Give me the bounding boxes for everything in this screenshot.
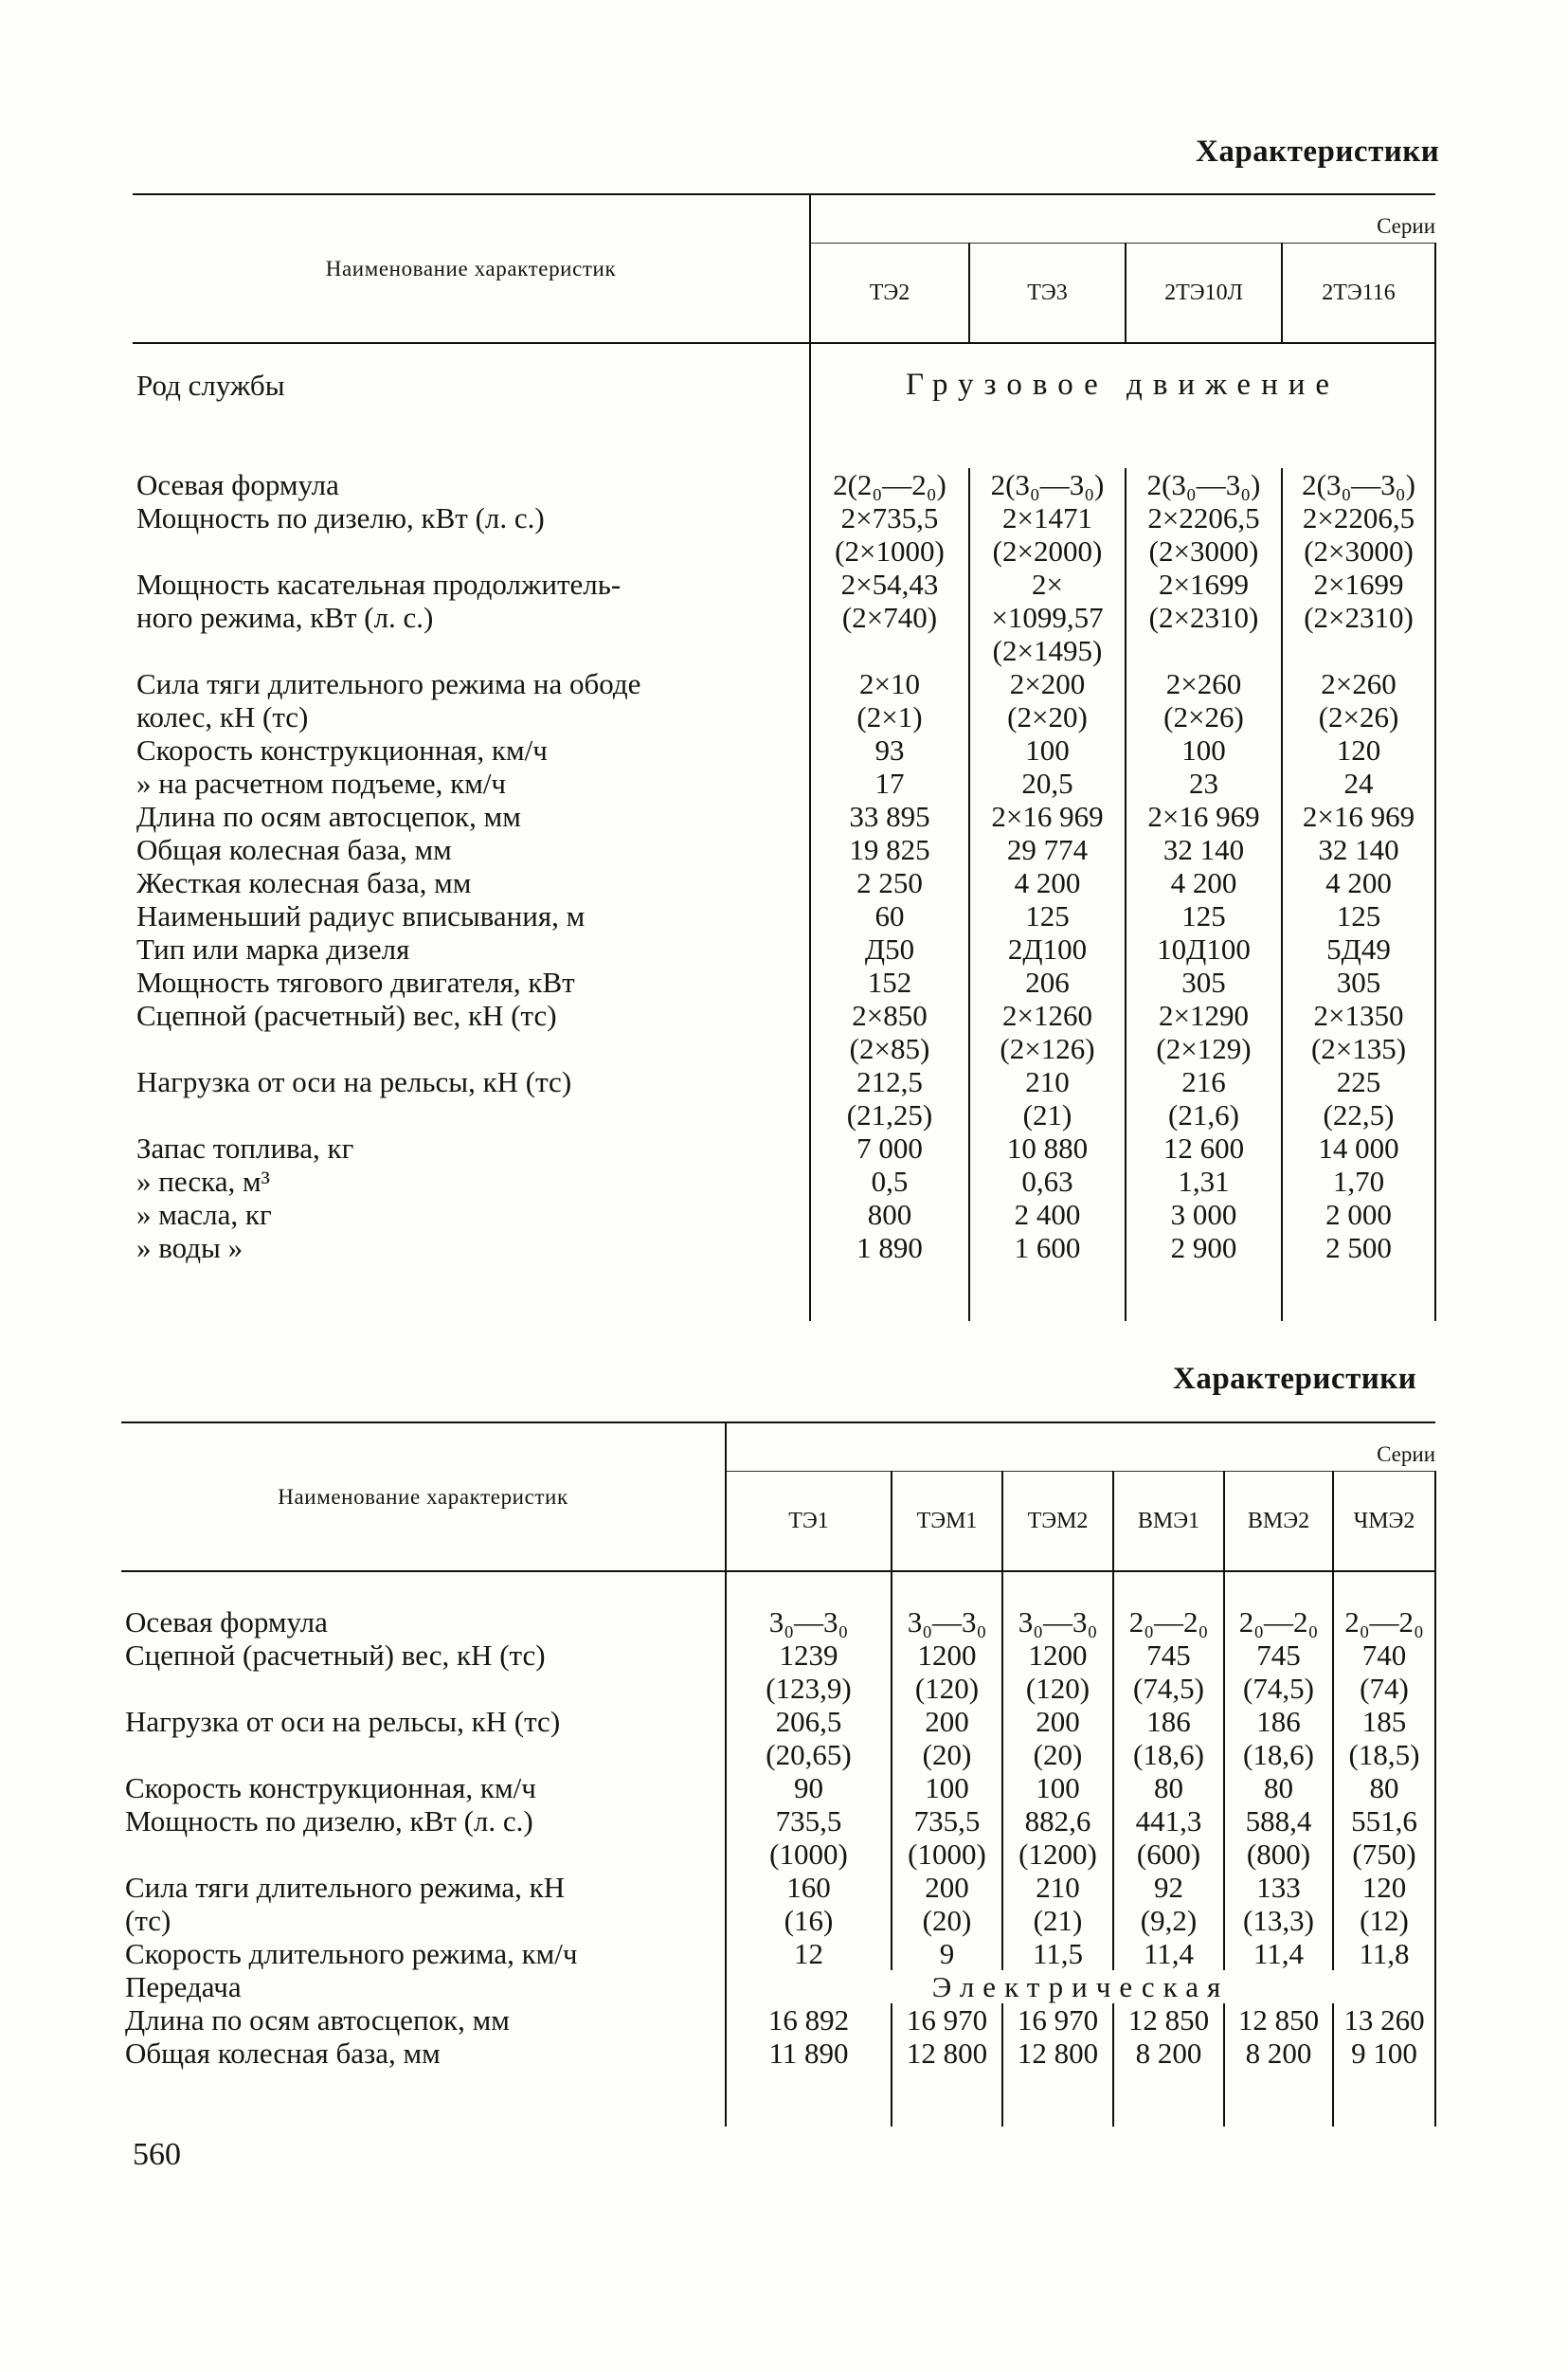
table-row (133, 866, 1435, 899)
transmission-value: Электрическая (726, 1970, 1435, 2003)
table-cell: 60 (810, 899, 969, 933)
table-cell: 305 (1126, 966, 1282, 999)
name-column-header: Наименование характеристик (121, 1422, 726, 1571)
table-cell: 3₀—3₀ (892, 1605, 1002, 1639)
table-cell: 17 (810, 767, 969, 800)
table-cell: 2× ×1099,57 (2×1495) (969, 568, 1126, 667)
table-cell: 2₀—2₀ (1333, 1605, 1435, 1639)
table-cell: 125 (1282, 899, 1435, 933)
table-cell: 92 (9,2) (1113, 1871, 1224, 1937)
table-row (121, 1804, 1435, 1871)
table-cell: 5Д49 (1282, 933, 1435, 966)
column-header: ТЭ3 (969, 244, 1126, 344)
table-cell: 441,3 (600) (1113, 1804, 1224, 1871)
table-cell: 2×1471 (2×2000) (969, 501, 1126, 568)
table-cell: 4 200 (1126, 866, 1282, 899)
table-cell: 2×1350 (2×135) (1282, 999, 1435, 1065)
table-row (133, 1198, 1435, 1231)
table-cell: 305 (1282, 966, 1435, 999)
table-cell: 1 890 (810, 1231, 969, 1264)
name-column-header: Наименование характеристик (133, 194, 810, 343)
table-cell: 745 (74,5) (1113, 1639, 1224, 1705)
table-cell: 4 200 (969, 866, 1126, 899)
table-cell: 1 600 (969, 1231, 1126, 1264)
table-cell: 80 (1224, 1771, 1333, 1804)
table-cell: 0,5 (810, 1165, 969, 1198)
table-cell: 800 (810, 1198, 969, 1231)
table-row (133, 667, 1435, 733)
table-cell: 9 100 (1333, 2037, 1435, 2070)
table-cell: 1239 (123,9) (726, 1639, 892, 1705)
table-cell: 740 (74) (1333, 1639, 1435, 1705)
table2 (121, 1421, 1436, 2127)
column-header: ТЭМ1 (892, 1472, 1002, 1572)
table-cell: 32 140 (1282, 833, 1435, 866)
row-label: Сцепной (расчетный) вес, кН (тс) (125, 1639, 546, 1672)
row-label: » песка, м³ (136, 1165, 270, 1198)
row-label: Нагрузка от оси на рельсы, кН (тс) (125, 1705, 561, 1738)
table-cell: 2 500 (1282, 1231, 1435, 1264)
table-cell: 29 774 (969, 833, 1126, 866)
row-label: Длина по осям автосцепок, мм (125, 2003, 510, 2037)
table-row (133, 468, 1435, 501)
table-cell: 2×16 969 (969, 800, 1126, 833)
row-label: » масла, кг (136, 1198, 272, 1231)
table-cell: 7 000 (810, 1132, 969, 1165)
table-row (121, 1937, 1435, 1970)
table-cell: 11,5 (1002, 1937, 1113, 1970)
table-cell: 93 (810, 733, 969, 767)
table-row (121, 1871, 1435, 1937)
table-row (133, 800, 1435, 833)
page-number: 560 (133, 2137, 181, 2172)
table-cell: 100 (969, 733, 1126, 767)
table-cell: 100 (1002, 1771, 1113, 1804)
table-cell: 3₀—3₀ (726, 1605, 892, 1639)
table-cell: 206,5 (20,65) (726, 1705, 892, 1771)
row-label: Осевая формула (125, 1605, 328, 1639)
table-cell: 2 900 (1126, 1231, 1282, 1264)
table-cell: 2(3₀—3₀) (969, 468, 1126, 501)
table-cell: 2×735,5 (2×1000) (810, 501, 969, 568)
table-cell: 200 (20) (892, 1705, 1002, 1771)
table-cell: 225 (22,5) (1282, 1065, 1435, 1132)
table-row (133, 767, 1435, 800)
table-cell: 216 (21,6) (1126, 1065, 1282, 1132)
table-cell: 90 (726, 1771, 892, 1804)
table-cell: 186 (18,6) (1224, 1705, 1333, 1771)
table-cell: 0,63 (969, 1165, 1126, 1198)
table-cell: 2×200 (2×20) (969, 667, 1126, 733)
row-label: Скорость длительного режима, км/ч (125, 1937, 578, 1970)
table-cell: 12 850 (1224, 2003, 1333, 2037)
table-cell: 2×1699 (2×2310) (1282, 568, 1435, 667)
row-label: Жесткая колесная база, мм (136, 866, 472, 899)
table-cell: 588,4 (800) (1224, 1804, 1333, 1871)
row-label: Скорость конструкционная, км/ч (136, 733, 548, 767)
table-cell: 12 800 (892, 2037, 1002, 2070)
table-cell: Д50 (810, 933, 969, 966)
table-cell: 2×10 (2×1) (810, 667, 969, 733)
table-row (133, 933, 1435, 966)
column-header: ЧМЭ2 (1333, 1472, 1435, 1572)
table-cell: 186 (18,6) (1113, 1705, 1224, 1771)
table-cell: 2 250 (810, 866, 969, 899)
table-row (133, 1065, 1435, 1132)
table-cell: 12 (726, 1937, 892, 1970)
table2-title: Характеристики (1173, 1362, 1417, 1396)
transmission-name: Передача (125, 1970, 242, 2003)
table-cell: 14 000 (1282, 1132, 1435, 1165)
row-label: Мощность тягового двигателя, кВт (136, 966, 575, 999)
table-cell: 2×54,43 (2×740) (810, 568, 969, 667)
row-label: Скорость конструкционная, км/ч (125, 1771, 536, 1804)
table-cell: 2(2₀—2₀) (810, 468, 969, 501)
table-row (133, 966, 1435, 999)
table-cell: 8 200 (1113, 2037, 1224, 2070)
table-cell: 100 (1126, 733, 1282, 767)
table-cell: 3 000 (1126, 1198, 1282, 1231)
row-label: Длина по осям автосцепок, мм (136, 800, 521, 833)
table1 (133, 193, 1436, 1321)
table-cell: 200 (20) (1002, 1705, 1113, 1771)
table-row (121, 2037, 1435, 2070)
table-cell: 16 970 (1002, 2003, 1113, 2037)
table-cell: 80 (1113, 1771, 1224, 1804)
table-row (133, 1231, 1435, 1264)
table-row (121, 1605, 1435, 1639)
table-cell: 33 895 (810, 800, 969, 833)
table-cell: 206 (969, 966, 1126, 999)
table-row (121, 2003, 1435, 2037)
table-cell: 152 (810, 966, 969, 999)
table-row (133, 899, 1435, 933)
table-row (133, 568, 1435, 667)
service-value: Грузовое движение (810, 369, 1435, 402)
table-cell: 100 (892, 1771, 1002, 1804)
row-label: » на расчетном подъеме, км/ч (136, 767, 507, 800)
row-label: Тип или марка дизеля (136, 933, 410, 966)
table-cell: 16 970 (892, 2003, 1002, 2037)
table-cell: 24 (1282, 767, 1435, 800)
table-row (121, 1639, 1435, 1705)
column-header: ВМЭ2 (1224, 1472, 1333, 1572)
row-label: Мощность по дизелю, кВт (л. с.) (136, 501, 545, 534)
table-cell: 2×2206,5 (2×3000) (1126, 501, 1282, 568)
table-cell: 210 (21) (1002, 1871, 1113, 1937)
table-cell: 11,8 (1333, 1937, 1435, 1970)
table-cell: 32 140 (1126, 833, 1282, 866)
table-cell: 2(3₀—3₀) (1126, 468, 1282, 501)
column-header: ТЭ1 (726, 1472, 892, 1572)
column-header: ВМЭ1 (1113, 1472, 1224, 1572)
table-cell: 2₀—2₀ (1113, 1605, 1224, 1639)
table-cell: 735,5 (1000) (726, 1804, 892, 1871)
table-cell: 882,6 (1200) (1002, 1804, 1113, 1871)
table-cell: 2×850 (2×85) (810, 999, 969, 1065)
table-row (121, 1705, 1435, 1771)
table-cell: 1200 (120) (1002, 1639, 1113, 1705)
table-cell: 2×260 (2×26) (1282, 667, 1435, 733)
table-cell: 2 400 (969, 1198, 1126, 1231)
table-row (133, 833, 1435, 866)
table-cell: 551,6 (750) (1333, 1804, 1435, 1871)
row-label: Сила тяги длительного режима на ободе колес, кН (тс) (136, 667, 641, 733)
row-label: Мощность по дизелю, кВт (л. с.) (125, 1804, 533, 1838)
table-cell: 12 600 (1126, 1132, 1282, 1165)
table-cell: 185 (18,5) (1333, 1705, 1435, 1771)
row-label: Мощность касательная продолжитель- ного режима, кВт (л. с.) (136, 568, 622, 634)
table-cell: 735,5 (1000) (892, 1804, 1002, 1871)
column-header: 2ТЭ10Л (1126, 244, 1282, 344)
table-cell: 11 890 (726, 2037, 892, 2070)
column-header: ТЭМ2 (1002, 1472, 1113, 1572)
table-cell: 2(3₀—3₀) (1282, 468, 1435, 501)
row-label: » воды » (136, 1231, 243, 1264)
table-cell: 745 (74,5) (1224, 1639, 1333, 1705)
row-label: Общая колесная база, мм (125, 2037, 441, 2070)
table-cell: 1200 (120) (892, 1639, 1002, 1705)
series-header: Серии (726, 1422, 1435, 1472)
table-row (133, 501, 1435, 568)
row-label: Наименьший радиус вписывания, м (136, 899, 586, 933)
table-cell: 200 (20) (892, 1871, 1002, 1937)
table-cell: 120 (1282, 733, 1435, 767)
table-cell: 2×1290 (2×129) (1126, 999, 1282, 1065)
table-cell: 1,70 (1282, 1165, 1435, 1198)
row-label: Нагрузка от оси на рельсы, кН (тс) (136, 1065, 572, 1098)
table-cell: 2×16 969 (1126, 800, 1282, 833)
table-cell: 2₀—2₀ (1224, 1605, 1333, 1639)
table-row (133, 999, 1435, 1065)
table-cell: 12 850 (1113, 2003, 1224, 2037)
table-cell: 16 892 (726, 2003, 892, 2037)
table-cell: 10 880 (969, 1132, 1126, 1165)
row-label: Запас топлива, кг (136, 1132, 354, 1165)
table-row (133, 1165, 1435, 1198)
table-cell: 133 (13,3) (1224, 1871, 1333, 1937)
table-cell: 10Д100 (1126, 933, 1282, 966)
table-cell: 23 (1126, 767, 1282, 800)
table-cell: 120 (12) (1333, 1871, 1435, 1937)
table1-title: Характеристики (1196, 135, 1440, 169)
row-label: Осевая формула (136, 468, 339, 501)
row-label: Общая колесная база, мм (136, 833, 452, 866)
transmission-row (121, 1970, 1435, 2003)
table-cell: 2×1699 (2×2310) (1126, 568, 1282, 667)
table-cell: 2 000 (1282, 1198, 1435, 1231)
service-name: Род службы (136, 369, 285, 402)
table-cell: 13 260 (1333, 2003, 1435, 2037)
table-cell: 9 (892, 1937, 1002, 1970)
table-cell: 125 (969, 899, 1126, 933)
table-cell: 212,5 (21,25) (810, 1065, 969, 1132)
column-header: ТЭ2 (810, 244, 969, 344)
service-row (133, 369, 1435, 402)
table-cell: 80 (1333, 1771, 1435, 1804)
table-cell: 2×260 (2×26) (1126, 667, 1282, 733)
table-row (133, 1132, 1435, 1165)
table-cell: 4 200 (1282, 866, 1435, 899)
row-label: Сила тяги длительного режима, кН (тс) (125, 1871, 566, 1937)
table-cell: 19 825 (810, 833, 969, 866)
table-cell: 210 (21) (969, 1065, 1126, 1132)
row-label: Сцепной (расчетный) вес, кН (тс) (136, 999, 557, 1032)
table-cell: 2×16 969 (1282, 800, 1435, 833)
table-row (133, 733, 1435, 767)
series-header: Серии (810, 194, 1435, 244)
table-cell: 12 800 (1002, 2037, 1113, 2070)
table-cell: 11,4 (1113, 1937, 1224, 1970)
table-cell: 1,31 (1126, 1165, 1282, 1198)
table-cell: 11,4 (1224, 1937, 1333, 1970)
table-cell: 160 (16) (726, 1871, 892, 1937)
table-cell: 2Д100 (969, 933, 1126, 966)
table-row (121, 1771, 1435, 1804)
table-cell: 3₀—3₀ (1002, 1605, 1113, 1639)
table-cell: 2×1260 (2×126) (969, 999, 1126, 1065)
table-cell: 20,5 (969, 767, 1126, 800)
column-header: 2ТЭ116 (1282, 244, 1435, 344)
table-cell: 2×2206,5 (2×3000) (1282, 501, 1435, 568)
table-cell: 125 (1126, 899, 1282, 933)
table-cell: 8 200 (1224, 2037, 1333, 2070)
